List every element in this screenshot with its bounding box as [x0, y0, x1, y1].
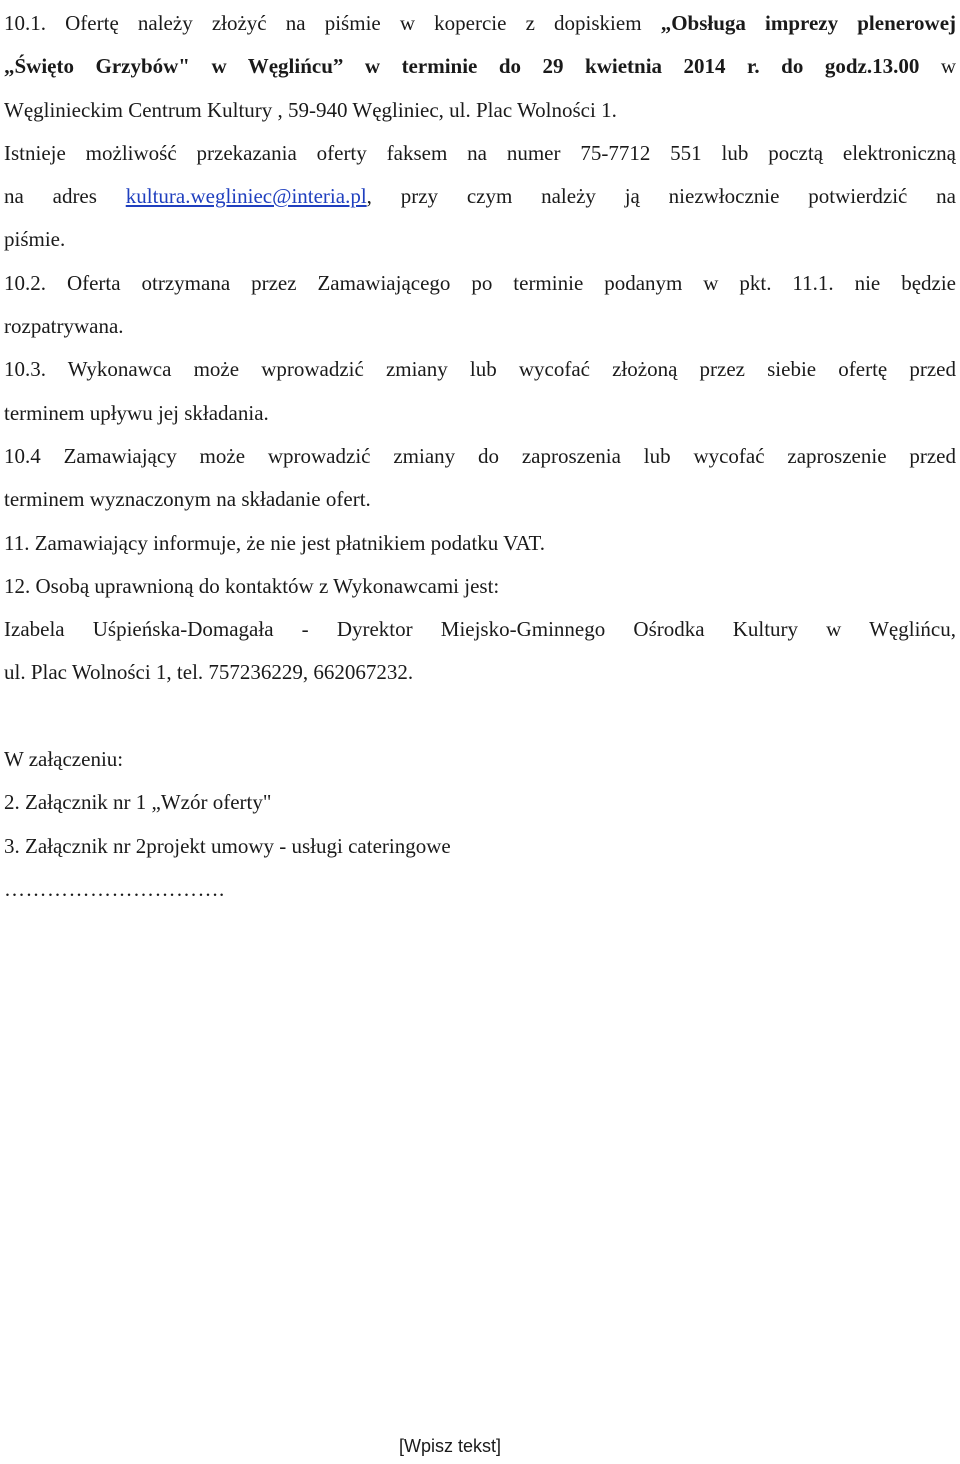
p10-1-line6: piśmie.: [4, 227, 66, 252]
attachment-item-3: 3. Załącznik nr 2projekt umowy - usługi cateringowe: [4, 833, 451, 858]
document-body: [4, 2, 956, 911]
p12-line2: Izabela Uśpieńska-Domagała - Dyrektor Miejsko-Gminnego Ośrodka Kultury w Węglińcu,: [4, 617, 956, 642]
p10-1-line3: Węglinieckim Centrum Kultury , 59-940 Węgliniec, ul. Plac Wolności 1.: [4, 97, 617, 122]
p10-3-line2: terminem upływu jej składania.: [4, 400, 269, 425]
title-bold-2: „Święto Grzybów" w Węglińcu” w terminie do 29 kwietnia 2014 r. do godz.13.00: [4, 54, 920, 79]
footer-placeholder[interactable]: [Wpisz tekst]: [399, 1436, 502, 1456]
p10-3-line1: 10.3. Wykonawca może wprowadzić zmiany lub wycofać złożoną przez siebie ofertę przed: [4, 357, 956, 382]
p12-line3: ul. Plac Wolności 1, tel. 757236229, 662067232.: [4, 660, 414, 685]
p10-1-line4: Istnieje możliwość przekazania oferty faksem na numer 75-7712 551 lub pocztą elektroniczną: [4, 140, 956, 165]
dotted-line: ………………………….: [4, 876, 225, 901]
email-link[interactable]: kultura.wegliniec@interia.pl: [125, 184, 367, 209]
p10-1-line2: „Święto Grzybów" w Węglińcu” w terminie do 29 kwietnia 2014 r. do godz.13.00 w: [4, 54, 956, 79]
p11-line: 11. Zamawiający informuje, że nie jest płatnikiem podatku VAT.: [4, 530, 545, 555]
attachment-item-2: 2. Załącznik nr 1 „Wzór oferty": [4, 790, 272, 815]
p10-2-line1: 10.2. Oferta otrzymana przez Zamawiającego po terminie podanym w pkt. 11.1. nie będzie: [4, 270, 956, 295]
p10-1-line1: 10.1. Ofertę należy złożyć na piśmie w kopercie z dopiskiem „Obsługa imprezy plenerowej: [4, 11, 956, 35]
p10-1-line5: na adres kultura.wegliniec@interia.pl, przy czym należy ją niezwłocznie potwierdzić na: [4, 184, 956, 209]
p10-4-line1: 10.4 Zamawiający może wprowadzić zmiany do zaproszenia lub wycofać zaproszenie przed: [4, 443, 956, 468]
p10-2-line2: rozpatrywana.: [4, 314, 124, 339]
title-bold-1: „Obsługa imprezy plenerowej: [660, 11, 956, 35]
p10-4-line2: terminem wyznaczonym na składanie ofert.: [4, 487, 371, 512]
attachments-heading: W załączeniu:: [4, 747, 124, 772]
blank-line: [4, 695, 956, 738]
p12-line1: 12. Osobą uprawnioną do kontaktów z Wykonawcami jest:: [4, 573, 500, 598]
